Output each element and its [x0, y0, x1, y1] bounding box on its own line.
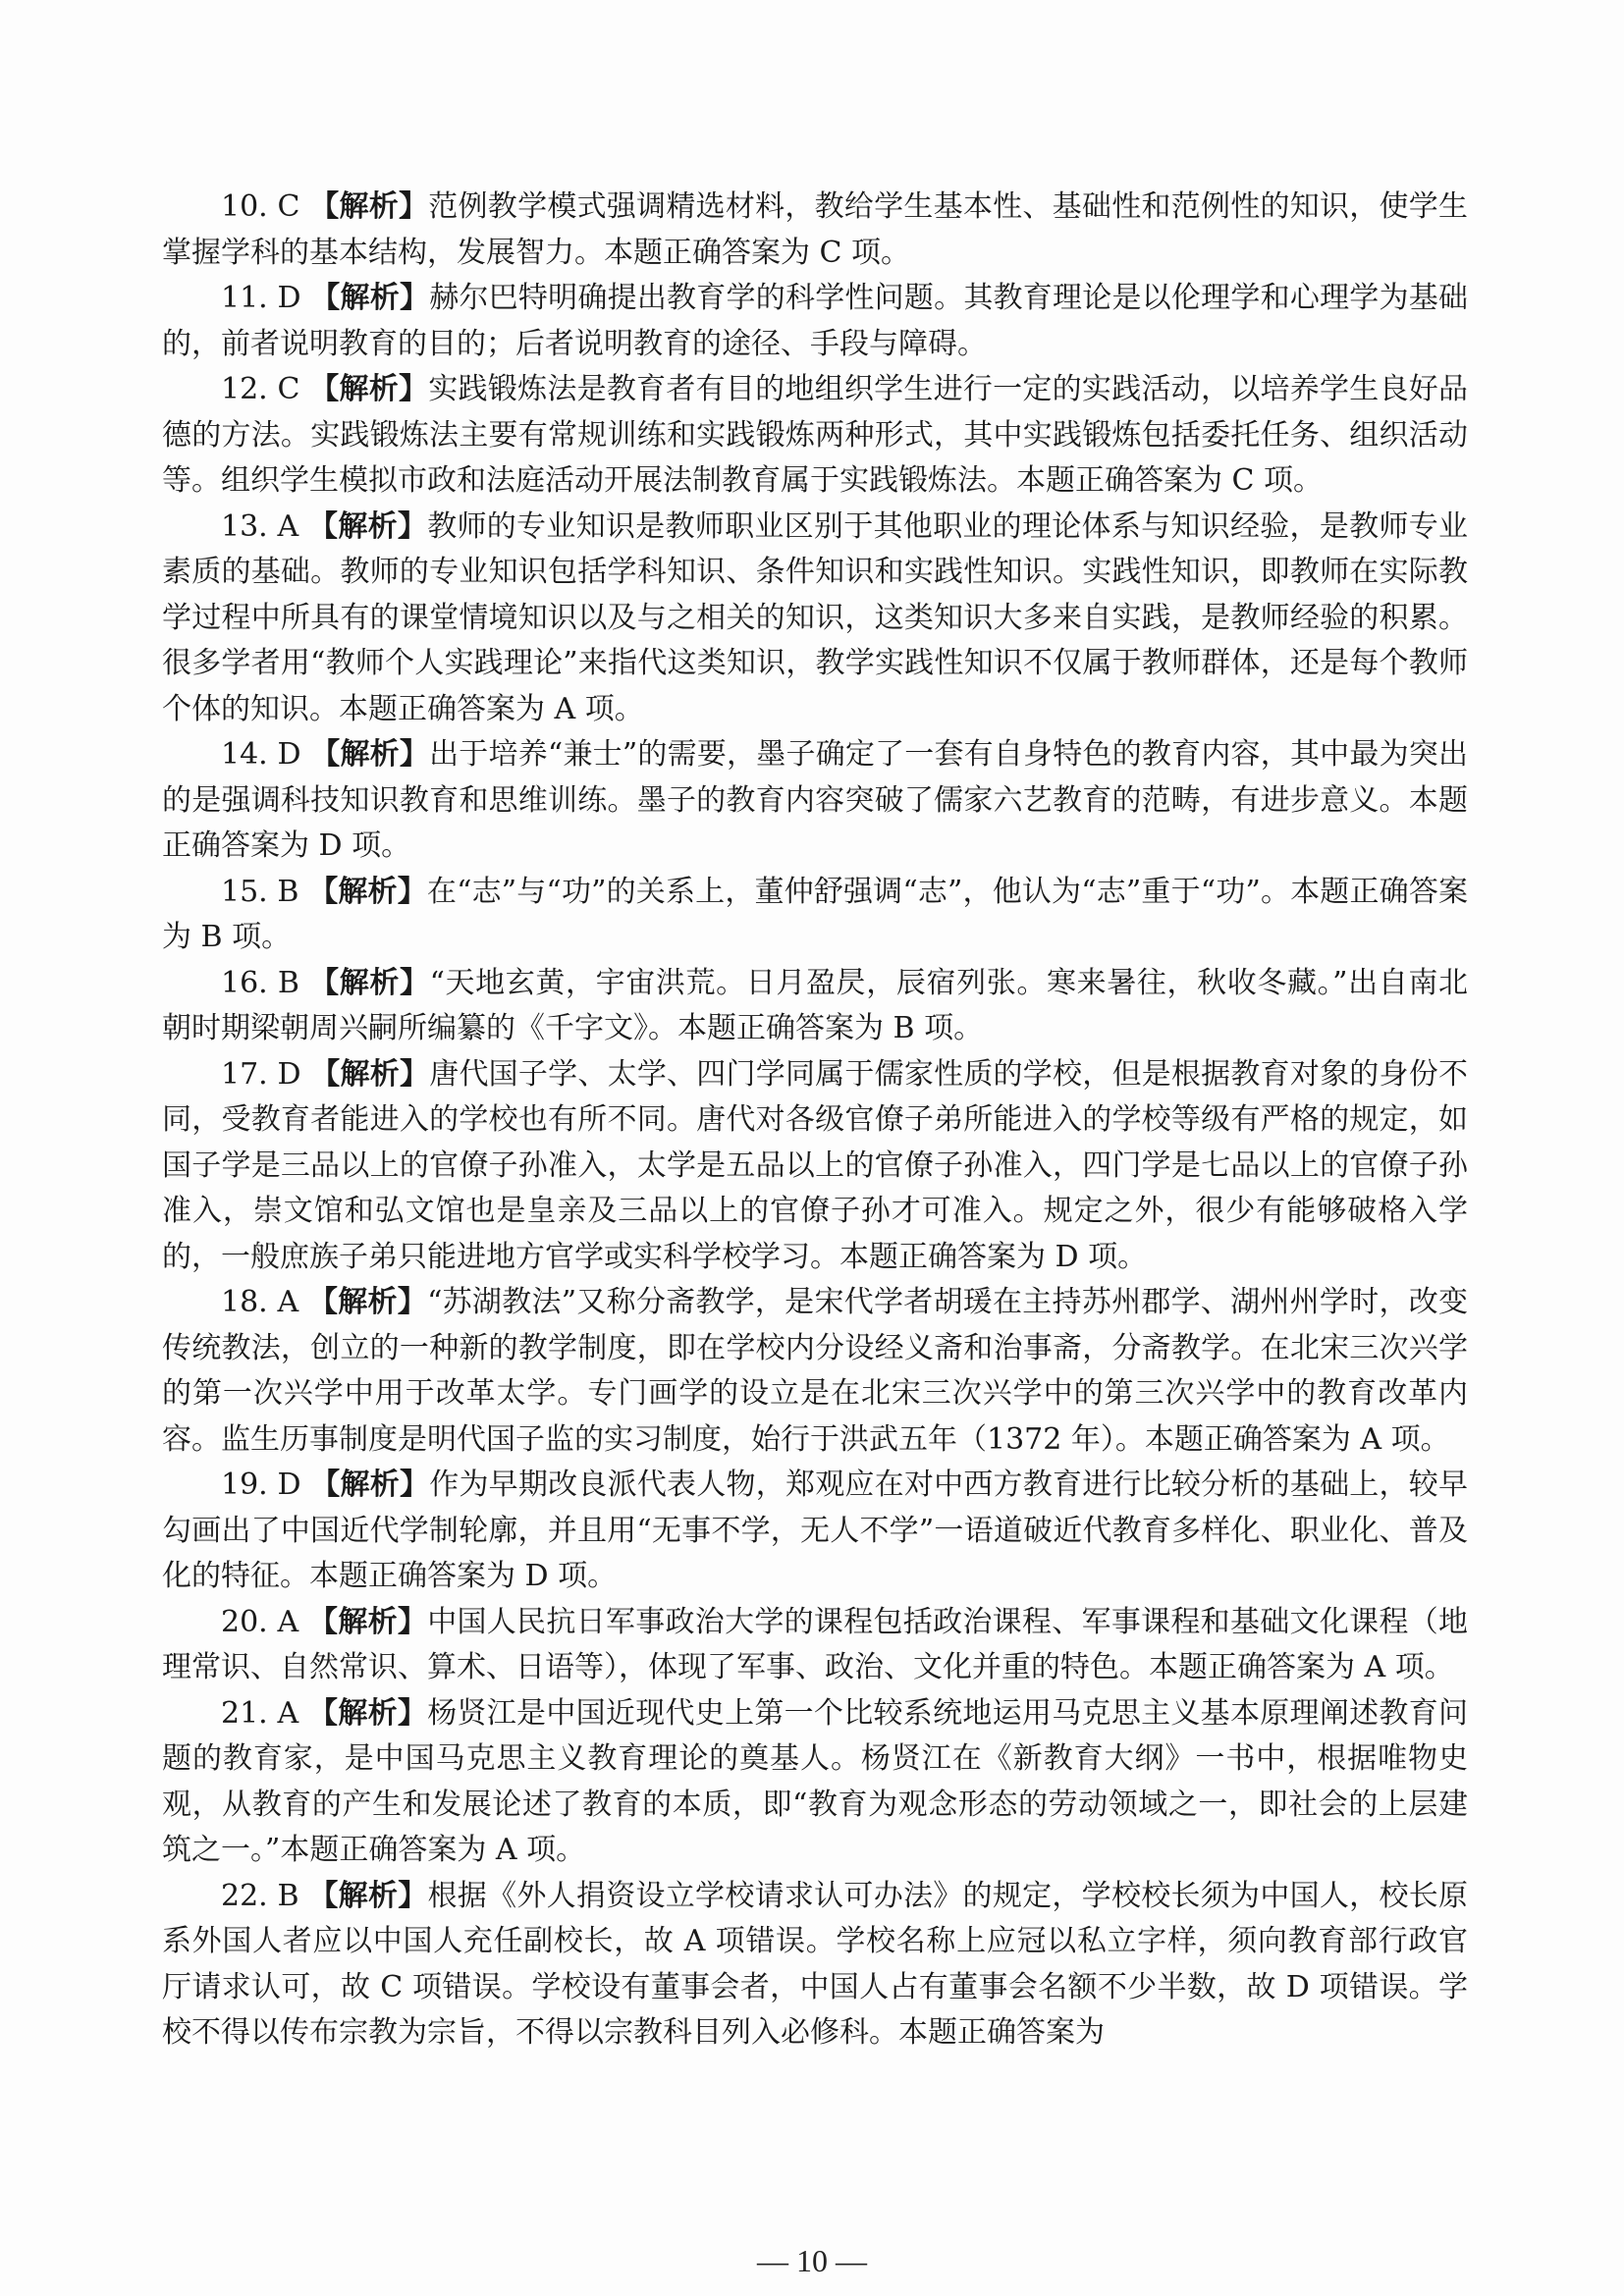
item-text: 实践锻炼法是教育者有目的地组织学生进行一定的实践活动，以培养学生良好品德的方法。实践锻炼法主要有常规训练和实践锻炼两种形式，其中实践锻炼包括委托任务、组织活动等。组织学生模拟市政和法庭活动开展法制教育属于实践锻炼法。本题正确答案为 C 项。 — [162, 372, 1469, 498]
analysis-tag: 【解析】 — [308, 1878, 428, 1913]
item-text: 根据《外人捐资设立学校请求认可办法》的规定，学校校长须为中国人，校长原系外国人者应以中国人充任副校长，故 A 项错误。学校名称上应冠以私立字样，须向教育部行政官厅请求认可，故 C 项错误。学校设有董事会者，中国人占有董事会名额不少半数，故 D 项错误。学校不得以传布宗教为宗旨，不得以宗教科目列入必修科。本题正确答案为 — [162, 1878, 1469, 2050]
item-text: “苏湖教法”又称分斋教学，是宋代学者胡瑗在主持苏州郡学、湖州州学时，改变传统教法，创立的一种新的教学制度，即在学校内分设经义斋和治事斋，分斋教学。在北宋三次兴学的第一次兴学中用于改革太学。专门画学的设立是在北宋三次兴学中的第三次兴学中的教育改革内容。监生历事制度是明代国子监的实习制度，始行于洪武五年（1372 年）。本题正确答案为 A 项。 — [162, 1285, 1468, 1457]
analysis-tag: 【解析】 — [308, 1285, 428, 1319]
explanation-item — [162, 1463, 1468, 1600]
explanation-item — [162, 367, 1468, 505]
item-number: 21. A — [221, 1695, 299, 1731]
item-number: 19. D — [221, 1468, 301, 1502]
item-text: “天地玄黄，宇宙洪荒。日月盈昃，辰宿列张。寒来暑往，秋收冬藏。”出自南北朝时期梁朝周兴嗣所编纂的《千字文》。本题正确答案为 B 项。 — [162, 965, 1469, 1045]
page-number: — 10 — — [757, 2243, 867, 2278]
explanation-item — [162, 1874, 1468, 2056]
item-text: 赫尔巴特明确提出教育学的科学性问题。其教育理论是以伦理学和心理学为基础的，前者说明教育的目的；后者说明教育的途径、手段与障碍。 — [162, 281, 1468, 361]
explanation-item — [162, 1280, 1468, 1463]
item-number: 18. A — [221, 1285, 299, 1319]
explanation-item — [162, 185, 1468, 276]
explanation-item — [162, 1600, 1468, 1691]
analysis-tag: 【解析】 — [310, 1056, 430, 1092]
explanation-item — [162, 732, 1468, 870]
item-number: 22. B — [221, 1878, 299, 1913]
explanation-item — [162, 505, 1468, 733]
analysis-tag: 【解析】 — [308, 1695, 428, 1731]
item-number: 15. B — [221, 874, 299, 909]
item-number: 11. D — [221, 281, 301, 315]
explanation-item — [162, 1052, 1468, 1281]
item-text: 作为早期改良派代表人物，郑观应在对中西方教育进行比较分析的基础上，较早勾画出了中国近代学制轮廓，并且用“无事不学，无人不学”一语道破近代教育多样化、职业化、普及化的特征。本题正确答案为 D 项。 — [162, 1468, 1468, 1593]
analysis-tag: 【解析】 — [308, 874, 427, 909]
item-number: 14. D — [221, 737, 301, 772]
explanation-item — [162, 276, 1468, 367]
item-number: 12. C — [221, 372, 300, 406]
item-text: 范例教学模式强调精选材料，教给学生基本性、基础性和范例性的知识，使学生掌握学科的基本结构，发展智力。本题正确答案为 C 项。 — [162, 189, 1469, 270]
analysis-tag: 【解析】 — [308, 1604, 428, 1639]
item-text: 唐代国子学、太学、四门学同属于儒家性质的学校，但是根据教育对象的身份不同，受教育者能进入的学校也有所不同。唐代对各级官僚子弟所能进入的学校等级有严格的规定，如国子学是三品以上的官僚子孙准入，太学是五品以上的官僚子孙准入，四门学是七品以上的官僚子孙准入，崇文馆和弘文馆也是皇亲及三品以上的官僚子孙才可准入。规定之外，很少有能够破格入学的，一般庶族子弟只能进地方官学或实科学校学习。本题正确答案为 D 项。 — [162, 1056, 1468, 1274]
item-number: 20. A — [221, 1604, 299, 1639]
item-text: 中国人民抗日军事政治大学的课程包括政治课程、军事课程和基础文化课程（地理常识、自然常识、算术、日语等），体现了军事、政治、文化并重的特色。本题正确答案为 A 项。 — [162, 1604, 1468, 1684]
explanation-item — [162, 870, 1468, 961]
item-text: 在“志”与“功”的关系上，董仲舒强调“志”，他认为“志”重于“功”。本题正确答案为 B 项。 — [162, 874, 1469, 954]
item-number: 16. B — [221, 965, 299, 1000]
item-number: 13. A — [221, 508, 299, 544]
item-number: 17. D — [221, 1056, 301, 1092]
answer-explanations — [162, 185, 1468, 2056]
analysis-tag: 【解析】 — [310, 281, 430, 315]
item-text: 杨贤江是中国近现代史上第一个比较系统地运用马克思主义基本原理阐述教育问题的教育家，是中国马克思主义教育理论的奠基人。杨贤江在《新教育大纲》一书中，根据唯物史观，从教育的产生和发展论述了教育的本质，即“教育为观念形态的劳动领域之一，即社会的上层建筑之一。”本题正确答案为 A 项。 — [162, 1695, 1468, 1867]
analysis-tag: 【解析】 — [309, 965, 430, 1000]
explanation-item — [162, 961, 1468, 1052]
item-number: 10. C — [221, 189, 300, 224]
explanation-item — [162, 1691, 1468, 1874]
analysis-tag: 【解析】 — [310, 1468, 430, 1502]
analysis-tag: 【解析】 — [309, 189, 429, 224]
item-text: 出于培养“兼士”的需要，墨子确定了一套有自身特色的教育内容，其中最为突出的是强调科技知识教育和思维训练。墨子的教育内容突破了儒家六艺教育的范畴，有进步意义。本题正确答案为 D 项。 — [162, 737, 1468, 863]
analysis-tag: 【解析】 — [309, 372, 429, 406]
item-text: 教师的专业知识是教师职业区别于其他职业的理论体系与知识经验，是教师专业素质的基础。教师的专业知识包括学科知识、条件知识和实践性知识。实践性知识，即教师在实际教学过程中所具有的课堂情境知识以及与之相关的知识，这类知识大多来自实践，是教师经验的积累。很多学者用“教师个人实践理论”来指代这类知识，教学实践性知识不仅属于教师群体，还是每个教师个体的知识。本题正确答案为 A 项。 — [162, 508, 1468, 726]
analysis-tag: 【解析】 — [310, 737, 430, 772]
analysis-tag: 【解析】 — [308, 508, 428, 544]
